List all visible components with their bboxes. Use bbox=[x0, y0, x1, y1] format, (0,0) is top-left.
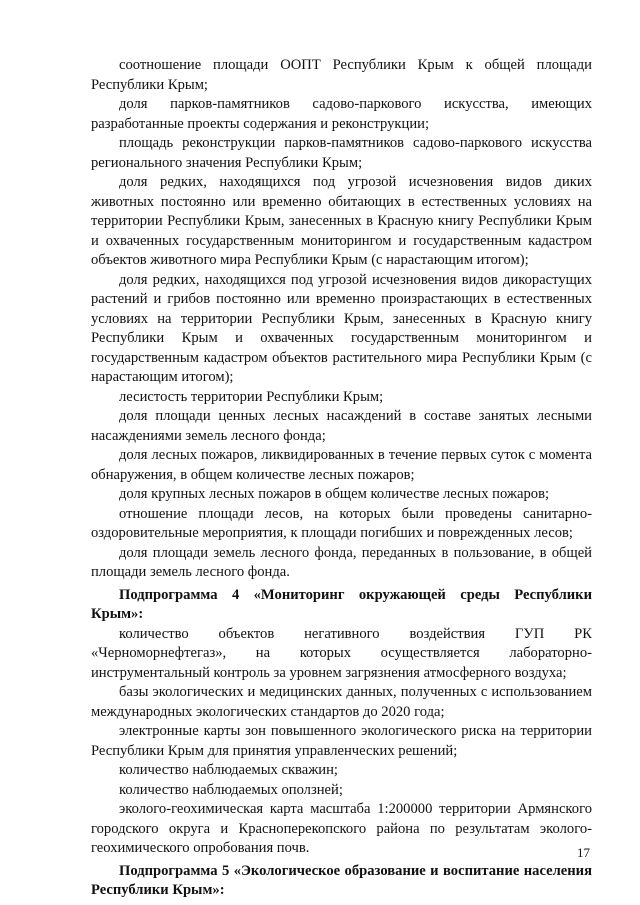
indicator-paragraph: базы экологических и медицинских данных, полученных с использованием международных экологических стандартов до 2020 года; bbox=[91, 684, 592, 720]
indicator-paragraph: отношение площади лесов, на которых были проведены санитарно-оздоровительные мероприятия, к площади погибших и поврежденных лесов; bbox=[91, 505, 592, 541]
indicator-paragraph: доля парков-памятников садово-паркового искусства, имеющих разработанные проекты содержания и реконструкции; bbox=[91, 96, 592, 132]
page-number: 17 bbox=[577, 845, 590, 860]
indicator-paragraph: доля редких, находящихся под угрозой исчезновения видов дикорастущих растений и грибов постоянно или временно произрастающих в естественных условиях на территории Республики Крым, занесенных в Красную книгу Республики Крым и охваченных государственным мониторингом и государственным кадастром объектов растительного мира Республики Крым (с нарастающим итогом); bbox=[91, 271, 592, 385]
indicator-paragraph: доля крупных лесных пожаров в общем количестве лесных пожаров; bbox=[119, 486, 550, 502]
indicator-paragraph: электронные карты зон повышенного экологического риска на территории Республики Крым для принятия управленческих решений; bbox=[91, 723, 592, 759]
indicator-paragraph: соотношение площади ООПТ Республики Крым к общей площади Республики Крым; bbox=[91, 57, 592, 93]
indicator-paragraph: площадь реконструкции парков-памятников садово-паркового искусства регионального значения Республики Крым; bbox=[91, 135, 592, 171]
indicator-paragraph: количество наблюдаемых оползней; bbox=[119, 781, 343, 798]
indicator-paragraph: лесистость территории Республики Крым; bbox=[119, 388, 384, 405]
indicator-paragraph: доля редких, находящихся под угрозой исчезновения видов диких животных постоянно или временно обитающих в естественных условиях на территории Республики Крым, занесенных в Красную книгу Республики Крым и охваченных государственным мониторингом и государственным кадастром объектов животного мира Республики Крым (с нарастающим итогом); bbox=[91, 174, 592, 268]
page-body bbox=[91, 56, 592, 901]
indicator-paragraph: количество наблюдаемых скважин; bbox=[119, 762, 338, 778]
indicator-paragraph: эколого-геохимическая карта масштаба 1:200000 территории Армянского городского округа и Красноперекопского района по результатам эколого-геохимического опробования почв. bbox=[91, 801, 592, 856]
indicator-paragraph: доля площади ценных лесных насаждений в составе занятых лесными насаждениями земель лесного фонда; bbox=[91, 408, 592, 444]
indicator-paragraph: количество объектов негативного воздействия ГУП РК «Черноморнефтегаз», на которых осуществляется лабораторно-инструментальный контроль за уровнем загрязнения атмосферного воздуха; bbox=[91, 625, 592, 681]
subprogram-5-heading: Подпрограмма 5 «Экологическое образование и воспитание населения Республики Крым»: bbox=[91, 862, 592, 898]
subprogram-4-heading: Подпрограмма 4 «Мониторинг окружающей среды Республики Крым»: bbox=[91, 586, 592, 622]
indicator-paragraph: доля площади земель лесного фонда, переданных в пользование, в общей площади земель лесного фонда. bbox=[91, 544, 592, 580]
indicator-paragraph: доля лесных пожаров, ликвидированных в течение первых суток с момента обнаружения, в общем количестве лесных пожаров; bbox=[91, 447, 592, 483]
